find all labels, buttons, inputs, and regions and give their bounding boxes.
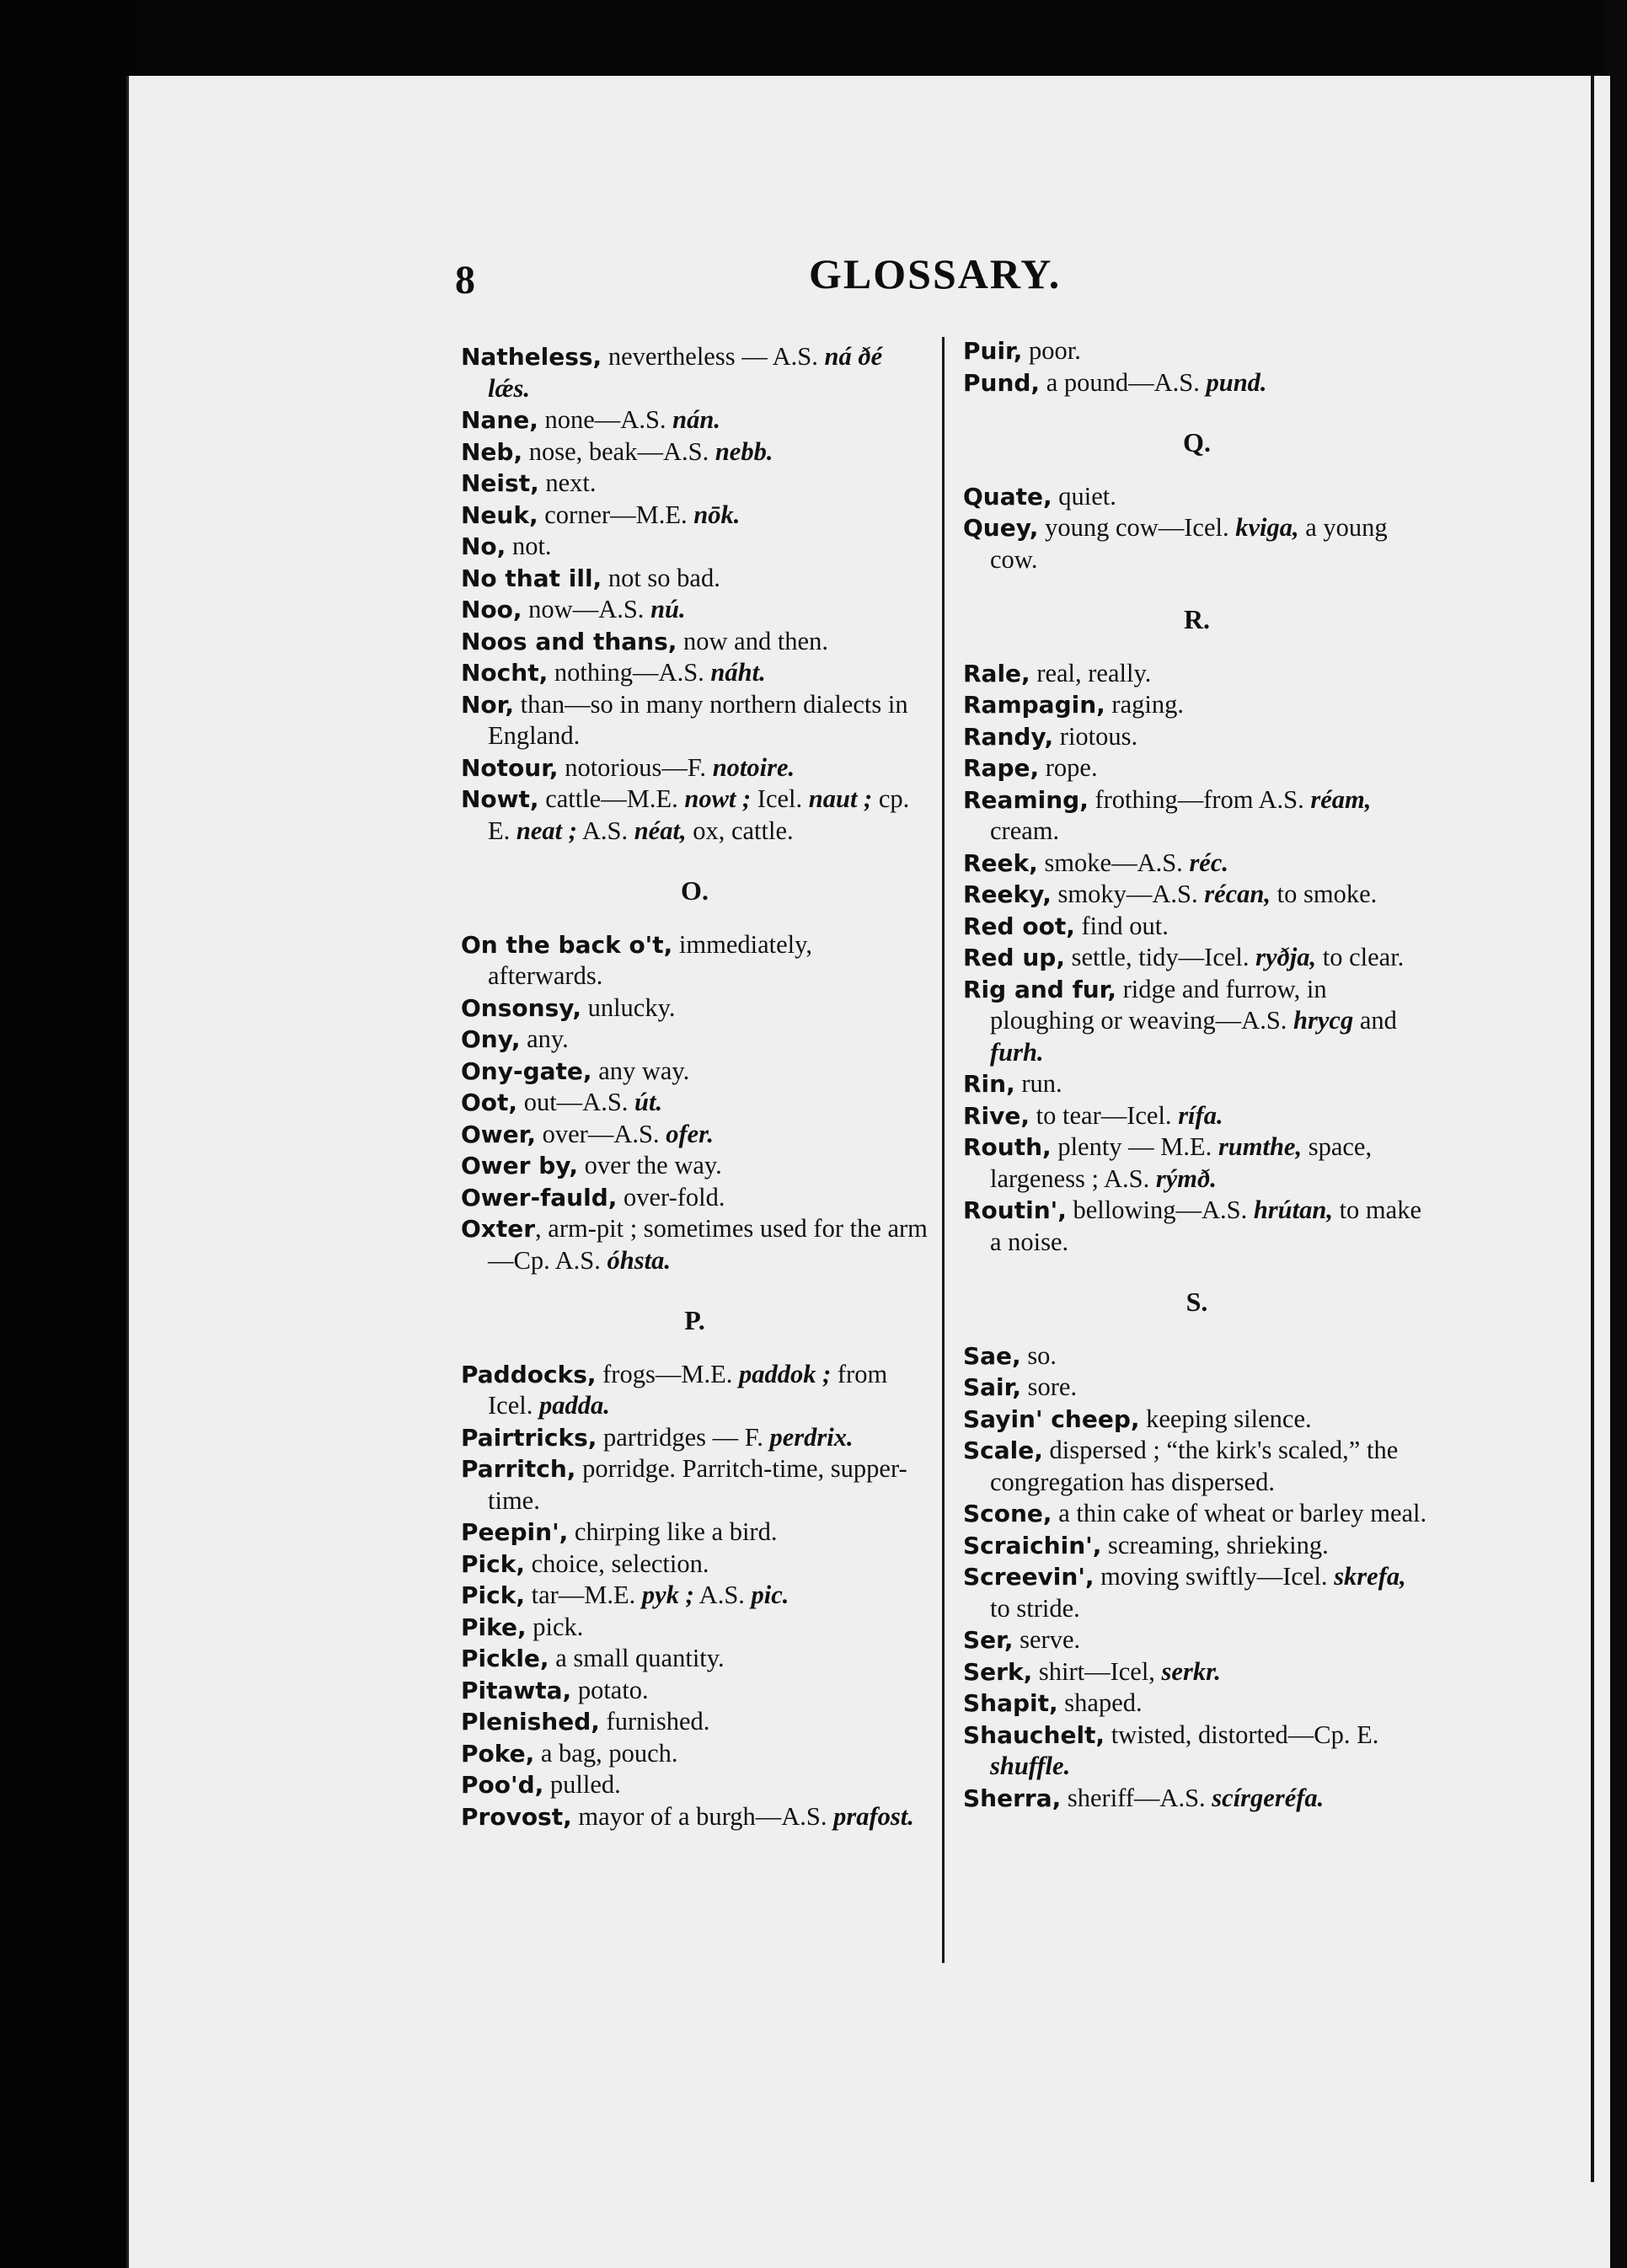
entry-definition: choice, selection. bbox=[524, 1549, 709, 1578]
entry-definition: dispersed ; “the kirk's scaled,” the congregation has dispersed. bbox=[990, 1436, 1399, 1496]
glossary-entry bbox=[461, 404, 929, 436]
entry-definition: shirt—Icel, bbox=[1032, 1656, 1162, 1686]
entry-definition: porridge. Parritch-time, supper-time. bbox=[488, 1454, 907, 1515]
entry-definition: smoky—A.S. bbox=[1051, 880, 1205, 908]
glossary-entry bbox=[461, 1024, 929, 1056]
glossary-entry bbox=[963, 658, 1431, 690]
entry-definition: next. bbox=[538, 468, 597, 497]
glossary-entry bbox=[963, 784, 1431, 848]
entry-headword: Screevin', bbox=[963, 1563, 1094, 1591]
entry-definition: cattle—M.E. bbox=[538, 784, 685, 813]
entry-etymon: padda. bbox=[538, 1391, 610, 1420]
page-edge bbox=[1591, 76, 1594, 2182]
entry-headword: Nane, bbox=[461, 406, 538, 434]
entry-etymon: kviga, bbox=[1235, 513, 1299, 542]
entry-headword: Neb, bbox=[461, 437, 523, 466]
entry-definition: sore. bbox=[1021, 1372, 1078, 1401]
glossary-entry bbox=[963, 335, 1431, 367]
glossary-entry bbox=[461, 1643, 929, 1675]
entry-headword: Ower, bbox=[461, 1120, 536, 1148]
entry-headword: Pickle, bbox=[461, 1645, 549, 1672]
entry-definition: plenty — M.E. bbox=[1051, 1132, 1218, 1161]
entry-etymon: furh. bbox=[990, 1037, 1044, 1067]
entry-definition: nevertheless — A.S. bbox=[602, 342, 825, 371]
glossary-entry bbox=[963, 1720, 1431, 1783]
entry-headword: Paddocks, bbox=[461, 1360, 597, 1388]
entry-etymon: pic. bbox=[751, 1581, 789, 1609]
entry-definition: raging. bbox=[1105, 690, 1184, 719]
entry-headword: Plenished, bbox=[461, 1708, 600, 1736]
entry-headword: Sherra, bbox=[963, 1784, 1062, 1812]
entry-etymon: naut ; bbox=[808, 784, 873, 813]
entry-definition: than—so in many northern dialects in England. bbox=[488, 689, 908, 750]
glossary-entry bbox=[461, 1675, 929, 1707]
entry-headword: Reek, bbox=[963, 848, 1038, 877]
entry-etymon: neat ; bbox=[516, 816, 577, 845]
entry-definition: and bbox=[1353, 1006, 1397, 1035]
glossary-entry bbox=[963, 1340, 1431, 1372]
glossary-entry bbox=[963, 481, 1431, 513]
entry-definition: immediately, afterwards. bbox=[488, 929, 813, 990]
entry-headword: Pick, bbox=[461, 1549, 525, 1578]
entry-etymon: perdrix. bbox=[769, 1422, 854, 1452]
entry-definition: frothing—from A.S. bbox=[1088, 784, 1311, 814]
entry-headword: Sair, bbox=[963, 1373, 1021, 1401]
entry-etymon: ryðja, bbox=[1255, 943, 1317, 971]
entry-headword: Scone, bbox=[963, 1500, 1052, 1527]
entry-headword: Poke, bbox=[461, 1739, 535, 1768]
entry-definition: to clear. bbox=[1316, 943, 1405, 971]
glossary-entry bbox=[963, 911, 1431, 943]
entry-headword: Poo'd, bbox=[461, 1771, 544, 1799]
entry-etymon: hrycg bbox=[1293, 1006, 1354, 1035]
glossary-entry bbox=[461, 500, 929, 532]
scan-border-left bbox=[0, 0, 143, 2268]
entry-definition: find out. bbox=[1074, 911, 1169, 940]
entry-headword: Rive, bbox=[963, 1101, 1030, 1130]
entry-definition: furnished. bbox=[599, 1707, 710, 1736]
entry-definition: quiet. bbox=[1052, 481, 1116, 511]
entry-headword: Pike, bbox=[461, 1613, 527, 1641]
entry-etymon: nán. bbox=[672, 405, 720, 434]
entry-headword: Ower-fauld, bbox=[461, 1183, 618, 1212]
entry-headword: On the back o't, bbox=[461, 930, 673, 959]
glossary-entry bbox=[461, 657, 929, 689]
entry-definition: young cow—Icel. bbox=[1038, 513, 1236, 542]
glossary-entry bbox=[461, 1422, 929, 1454]
glossary-entry bbox=[461, 1516, 929, 1549]
section-letter: R. bbox=[1183, 604, 1211, 634]
entry-definition: A.S. bbox=[693, 1581, 752, 1609]
entry-etymon: út. bbox=[634, 1088, 663, 1116]
entry-headword: Oot, bbox=[461, 1089, 518, 1116]
entry-headword: Ser, bbox=[963, 1626, 1014, 1654]
glossary-entry bbox=[963, 1530, 1431, 1562]
entry-definition: over the way. bbox=[577, 1151, 722, 1179]
entry-definition: riotous. bbox=[1053, 721, 1138, 751]
entry-headword: Rig and fur, bbox=[963, 975, 1117, 1003]
entry-definition: a young cow. bbox=[990, 513, 1388, 574]
glossary-entry bbox=[461, 1056, 929, 1088]
entry-definition: a small quantity. bbox=[549, 1644, 725, 1672]
entry-definition: cream. bbox=[990, 816, 1060, 845]
glossary-entry bbox=[963, 1131, 1431, 1195]
entry-definition: pick. bbox=[526, 1612, 584, 1641]
glossary-entry bbox=[963, 1372, 1431, 1404]
entry-headword: No, bbox=[461, 532, 506, 560]
entry-definition: mayor of a burgh—A.S. bbox=[571, 1801, 834, 1831]
entry-headword: Nowt, bbox=[461, 785, 539, 813]
entry-headword: Natheless, bbox=[461, 343, 602, 371]
section-letter: P. bbox=[684, 1305, 705, 1335]
entry-etymon: ná ðé lǽs. bbox=[488, 342, 883, 403]
glossary-entry bbox=[963, 1068, 1431, 1100]
entry-headword: Ony-gate, bbox=[461, 1056, 592, 1085]
entry-definition: to stride. bbox=[990, 1593, 1080, 1623]
entry-headword: Peepin', bbox=[461, 1518, 569, 1546]
glossary-entry bbox=[963, 1435, 1431, 1498]
entry-definition: so. bbox=[1020, 1340, 1057, 1370]
entry-headword: No that ill, bbox=[461, 564, 602, 592]
entry-definition: twisted, distorted—Cp. E. bbox=[1105, 1720, 1379, 1749]
entry-headword: Neist, bbox=[461, 469, 539, 497]
glossary-entry bbox=[461, 594, 929, 626]
entry-etymon: nōk. bbox=[693, 500, 741, 529]
entry-headword: Shapit, bbox=[963, 1689, 1058, 1717]
entry-etymon: shuffle. bbox=[990, 1752, 1071, 1780]
entry-headword: Noos and thans, bbox=[461, 627, 677, 655]
glossary-entry bbox=[461, 752, 929, 784]
entry-definition: notorious—F. bbox=[558, 752, 713, 782]
entry-headword: Noo, bbox=[461, 596, 522, 623]
entry-definition: a pound—A.S. bbox=[1040, 367, 1207, 397]
entry-definition: partridges — F. bbox=[597, 1422, 770, 1452]
glossary-entry bbox=[461, 1738, 929, 1770]
entry-definition: any way. bbox=[591, 1056, 690, 1085]
entry-definition: screaming, shrieking. bbox=[1101, 1530, 1329, 1559]
entry-headword: Puir, bbox=[963, 337, 1023, 365]
entry-definition: space, largeness ; A.S. bbox=[990, 1132, 1373, 1193]
entry-etymon: rýmð. bbox=[1155, 1163, 1217, 1193]
entry-headword: Sayin' cheep, bbox=[963, 1404, 1140, 1433]
entry-definition: over-fold. bbox=[617, 1182, 725, 1212]
entry-headword: Shauchelt, bbox=[963, 1720, 1105, 1749]
section-letter: Q. bbox=[1183, 427, 1211, 457]
glossary-entry bbox=[963, 752, 1431, 784]
entry-definition: sheriff—A.S. bbox=[1061, 1783, 1212, 1812]
entry-headword: Pund, bbox=[963, 368, 1041, 397]
glossary-entry bbox=[963, 512, 1431, 575]
entry-etymon: récan, bbox=[1204, 880, 1271, 908]
entry-headword: Randy, bbox=[963, 722, 1054, 751]
entry-headword: Pitawta, bbox=[461, 1676, 572, 1704]
entry-headword: Rin, bbox=[963, 1070, 1015, 1098]
entry-definition: unlucky. bbox=[581, 992, 676, 1022]
entry-headword: Routin', bbox=[963, 1196, 1067, 1224]
entry-etymon: rumthe, bbox=[1218, 1132, 1303, 1161]
entry-headword: Nocht, bbox=[461, 659, 549, 687]
entry-definition: chirping like a bird. bbox=[568, 1517, 778, 1546]
entry-definition: over—A.S. bbox=[536, 1119, 666, 1148]
entry-etymon: nowt ; bbox=[684, 784, 752, 813]
entry-headword: Nor, bbox=[461, 690, 514, 719]
entry-etymon: pyk ; bbox=[641, 1581, 694, 1609]
entry-headword: Reaming, bbox=[963, 785, 1089, 814]
glossary-entry bbox=[461, 1769, 929, 1801]
glossary-entry bbox=[461, 1580, 929, 1612]
entry-definition: a thin cake of wheat or barley meal. bbox=[1052, 1499, 1427, 1527]
entry-definition: now and then. bbox=[677, 626, 828, 655]
entry-etymon: óhsta. bbox=[607, 1245, 671, 1275]
entry-headword: Parritch, bbox=[461, 1455, 576, 1483]
entry-etymon: rífa. bbox=[1178, 1100, 1223, 1130]
glossary-entry bbox=[963, 879, 1431, 911]
glossary-entry bbox=[461, 1182, 929, 1214]
glossary-column-left bbox=[461, 341, 929, 1832]
entry-etymon: serkr. bbox=[1161, 1656, 1221, 1686]
entry-headword: Sae, bbox=[963, 1341, 1021, 1370]
glossary-entry bbox=[461, 626, 929, 658]
entry-definition: nothing—A.S. bbox=[548, 658, 711, 687]
glossary-entry bbox=[963, 942, 1431, 974]
entry-definition: nose, beak—A.S. bbox=[522, 436, 715, 466]
glossary-entry bbox=[461, 992, 929, 1024]
entry-headword: Pick, bbox=[461, 1581, 525, 1609]
section-letter: O. bbox=[681, 875, 709, 906]
glossary-entry bbox=[461, 1453, 929, 1516]
glossary-entry bbox=[461, 1087, 929, 1119]
column-divider bbox=[942, 337, 945, 1963]
entry-etymon: paddok ; bbox=[738, 1359, 832, 1388]
glossary-entry bbox=[461, 784, 929, 847]
glossary-entry bbox=[963, 1783, 1431, 1815]
glossary-entry bbox=[963, 1561, 1431, 1624]
glossary-entry bbox=[461, 563, 929, 595]
entry-definition: , arm-pit ; sometimes used for the arm—Cp. A.S. bbox=[488, 1214, 928, 1275]
section-letter: S. bbox=[1185, 1286, 1208, 1317]
entry-definition: out—A.S. bbox=[517, 1088, 635, 1116]
entry-headword: Scale, bbox=[963, 1436, 1043, 1464]
entry-headword: Rampagin, bbox=[963, 691, 1105, 719]
glossary-entry bbox=[963, 1688, 1431, 1720]
glossary-entry bbox=[461, 1549, 929, 1581]
entry-headword: Neuk, bbox=[461, 500, 538, 529]
entry-definition: none—A.S. bbox=[538, 405, 673, 434]
entry-definition: ridge and furrow, in ploughing or weaving—A.S. bbox=[990, 974, 1327, 1035]
glossary-entry bbox=[461, 436, 929, 468]
entry-etymon: réc. bbox=[1189, 848, 1229, 877]
entry-etymon: nebb. bbox=[714, 436, 773, 466]
glossary-entry bbox=[963, 1656, 1431, 1688]
entry-definition: potato. bbox=[571, 1675, 649, 1704]
running-head-title: GLOSSARY. bbox=[809, 250, 1062, 297]
entry-headword: Onsonsy, bbox=[461, 993, 581, 1022]
entry-definition: run. bbox=[1014, 1069, 1062, 1098]
entry-headword: Quate, bbox=[963, 482, 1052, 511]
entry-definition: from Icel. bbox=[488, 1359, 888, 1420]
entry-headword: Ower by, bbox=[461, 1152, 578, 1179]
entry-etymon: réam, bbox=[1310, 784, 1372, 814]
glossary-entry bbox=[461, 689, 929, 752]
entry-definition: not. bbox=[506, 532, 552, 560]
entry-etymon: notoire. bbox=[712, 752, 795, 782]
entry-definition: ox, cattle. bbox=[686, 816, 794, 845]
glossary-entry bbox=[461, 1213, 929, 1276]
entry-etymon: prafost. bbox=[833, 1801, 914, 1831]
entry-etymon: pund. bbox=[1206, 367, 1267, 397]
entry-etymon: skrefa, bbox=[1334, 1562, 1406, 1591]
entry-definition: keeping silence. bbox=[1139, 1404, 1312, 1433]
entry-definition: to smoke. bbox=[1271, 880, 1378, 908]
glossary-entry bbox=[461, 1150, 929, 1182]
glossary-entry bbox=[963, 1498, 1431, 1530]
entry-etymon: ofer. bbox=[666, 1119, 714, 1148]
entry-definition: cp. E. bbox=[488, 784, 910, 845]
glossary-entry bbox=[461, 1612, 929, 1644]
entry-headword: Red oot, bbox=[963, 912, 1075, 940]
entry-headword: Notour, bbox=[461, 753, 559, 782]
glossary-entry bbox=[461, 468, 929, 500]
entry-definition: tar—M.E. bbox=[524, 1581, 642, 1609]
entry-definition: shaped. bbox=[1057, 1688, 1143, 1717]
entry-definition: now—A.S. bbox=[522, 595, 651, 623]
entry-definition: to make a noise. bbox=[990, 1196, 1421, 1256]
entry-headword: Pairtricks, bbox=[461, 1423, 597, 1452]
entry-definition: bellowing—A.S. bbox=[1066, 1196, 1254, 1224]
entry-etymon: néat, bbox=[634, 816, 687, 845]
entry-headword: Rale, bbox=[963, 659, 1030, 687]
glossary-entry bbox=[963, 1404, 1431, 1436]
entry-definition: any. bbox=[520, 1024, 569, 1053]
entry-headword: Provost, bbox=[461, 1802, 572, 1831]
entry-headword: Quey, bbox=[963, 514, 1039, 542]
entry-definition: smoke—A.S. bbox=[1037, 848, 1190, 877]
entry-definition: rope. bbox=[1039, 753, 1098, 782]
entry-definition: to tear—Icel. bbox=[1030, 1100, 1179, 1130]
entry-etymon: nú. bbox=[650, 595, 686, 623]
entry-headword: Routh, bbox=[963, 1133, 1052, 1161]
entry-definition: not so bad. bbox=[602, 563, 720, 592]
glossary-entry bbox=[461, 929, 929, 992]
entry-definition: frogs—M.E. bbox=[596, 1359, 739, 1388]
entry-definition: poor. bbox=[1022, 336, 1081, 365]
glossary-entry bbox=[963, 848, 1431, 880]
glossary-entry bbox=[963, 1624, 1431, 1656]
entry-headword: Serk, bbox=[963, 1657, 1033, 1686]
entry-definition: serve. bbox=[1013, 1625, 1081, 1654]
entry-headword: Oxter bbox=[461, 1215, 536, 1243]
entry-headword: Reeky, bbox=[963, 880, 1052, 908]
glossary-entry bbox=[461, 1359, 929, 1422]
entry-definition: Icel. bbox=[751, 784, 809, 813]
entry-etymon: scírgeréfa. bbox=[1212, 1783, 1325, 1812]
entry-headword: Red up, bbox=[963, 944, 1065, 971]
entry-headword: Rape, bbox=[963, 754, 1040, 782]
entry-definition: pulled. bbox=[543, 1770, 621, 1799]
entry-definition: a bag, pouch. bbox=[534, 1738, 678, 1768]
entry-definition: moving swiftly—Icel. bbox=[1094, 1562, 1335, 1591]
glossary-entry bbox=[963, 367, 1431, 399]
page-number: 8 bbox=[455, 258, 475, 302]
entry-etymon: hrútan, bbox=[1253, 1196, 1333, 1224]
entry-definition: corner—M.E. bbox=[538, 500, 694, 529]
entry-definition: real, really. bbox=[1030, 658, 1152, 687]
glossary-column-right bbox=[963, 335, 1431, 1814]
entry-headword: Ony, bbox=[461, 1025, 521, 1053]
glossary-entry bbox=[461, 341, 929, 404]
glossary-entry bbox=[461, 531, 929, 563]
glossary-entry bbox=[963, 721, 1431, 753]
glossary-entry bbox=[461, 1706, 929, 1738]
glossary-entry bbox=[461, 1119, 929, 1151]
entry-etymon: náht. bbox=[710, 658, 766, 687]
entry-definition: A.S. bbox=[576, 816, 634, 845]
glossary-entry bbox=[963, 689, 1431, 721]
entry-definition: settle, tidy—Icel. bbox=[1064, 943, 1256, 971]
glossary-entry bbox=[963, 1100, 1431, 1132]
glossary-entry bbox=[461, 1801, 929, 1833]
entry-headword: Scraichin', bbox=[963, 1531, 1102, 1559]
glossary-entry bbox=[963, 974, 1431, 1069]
glossary-entry bbox=[963, 1195, 1431, 1258]
